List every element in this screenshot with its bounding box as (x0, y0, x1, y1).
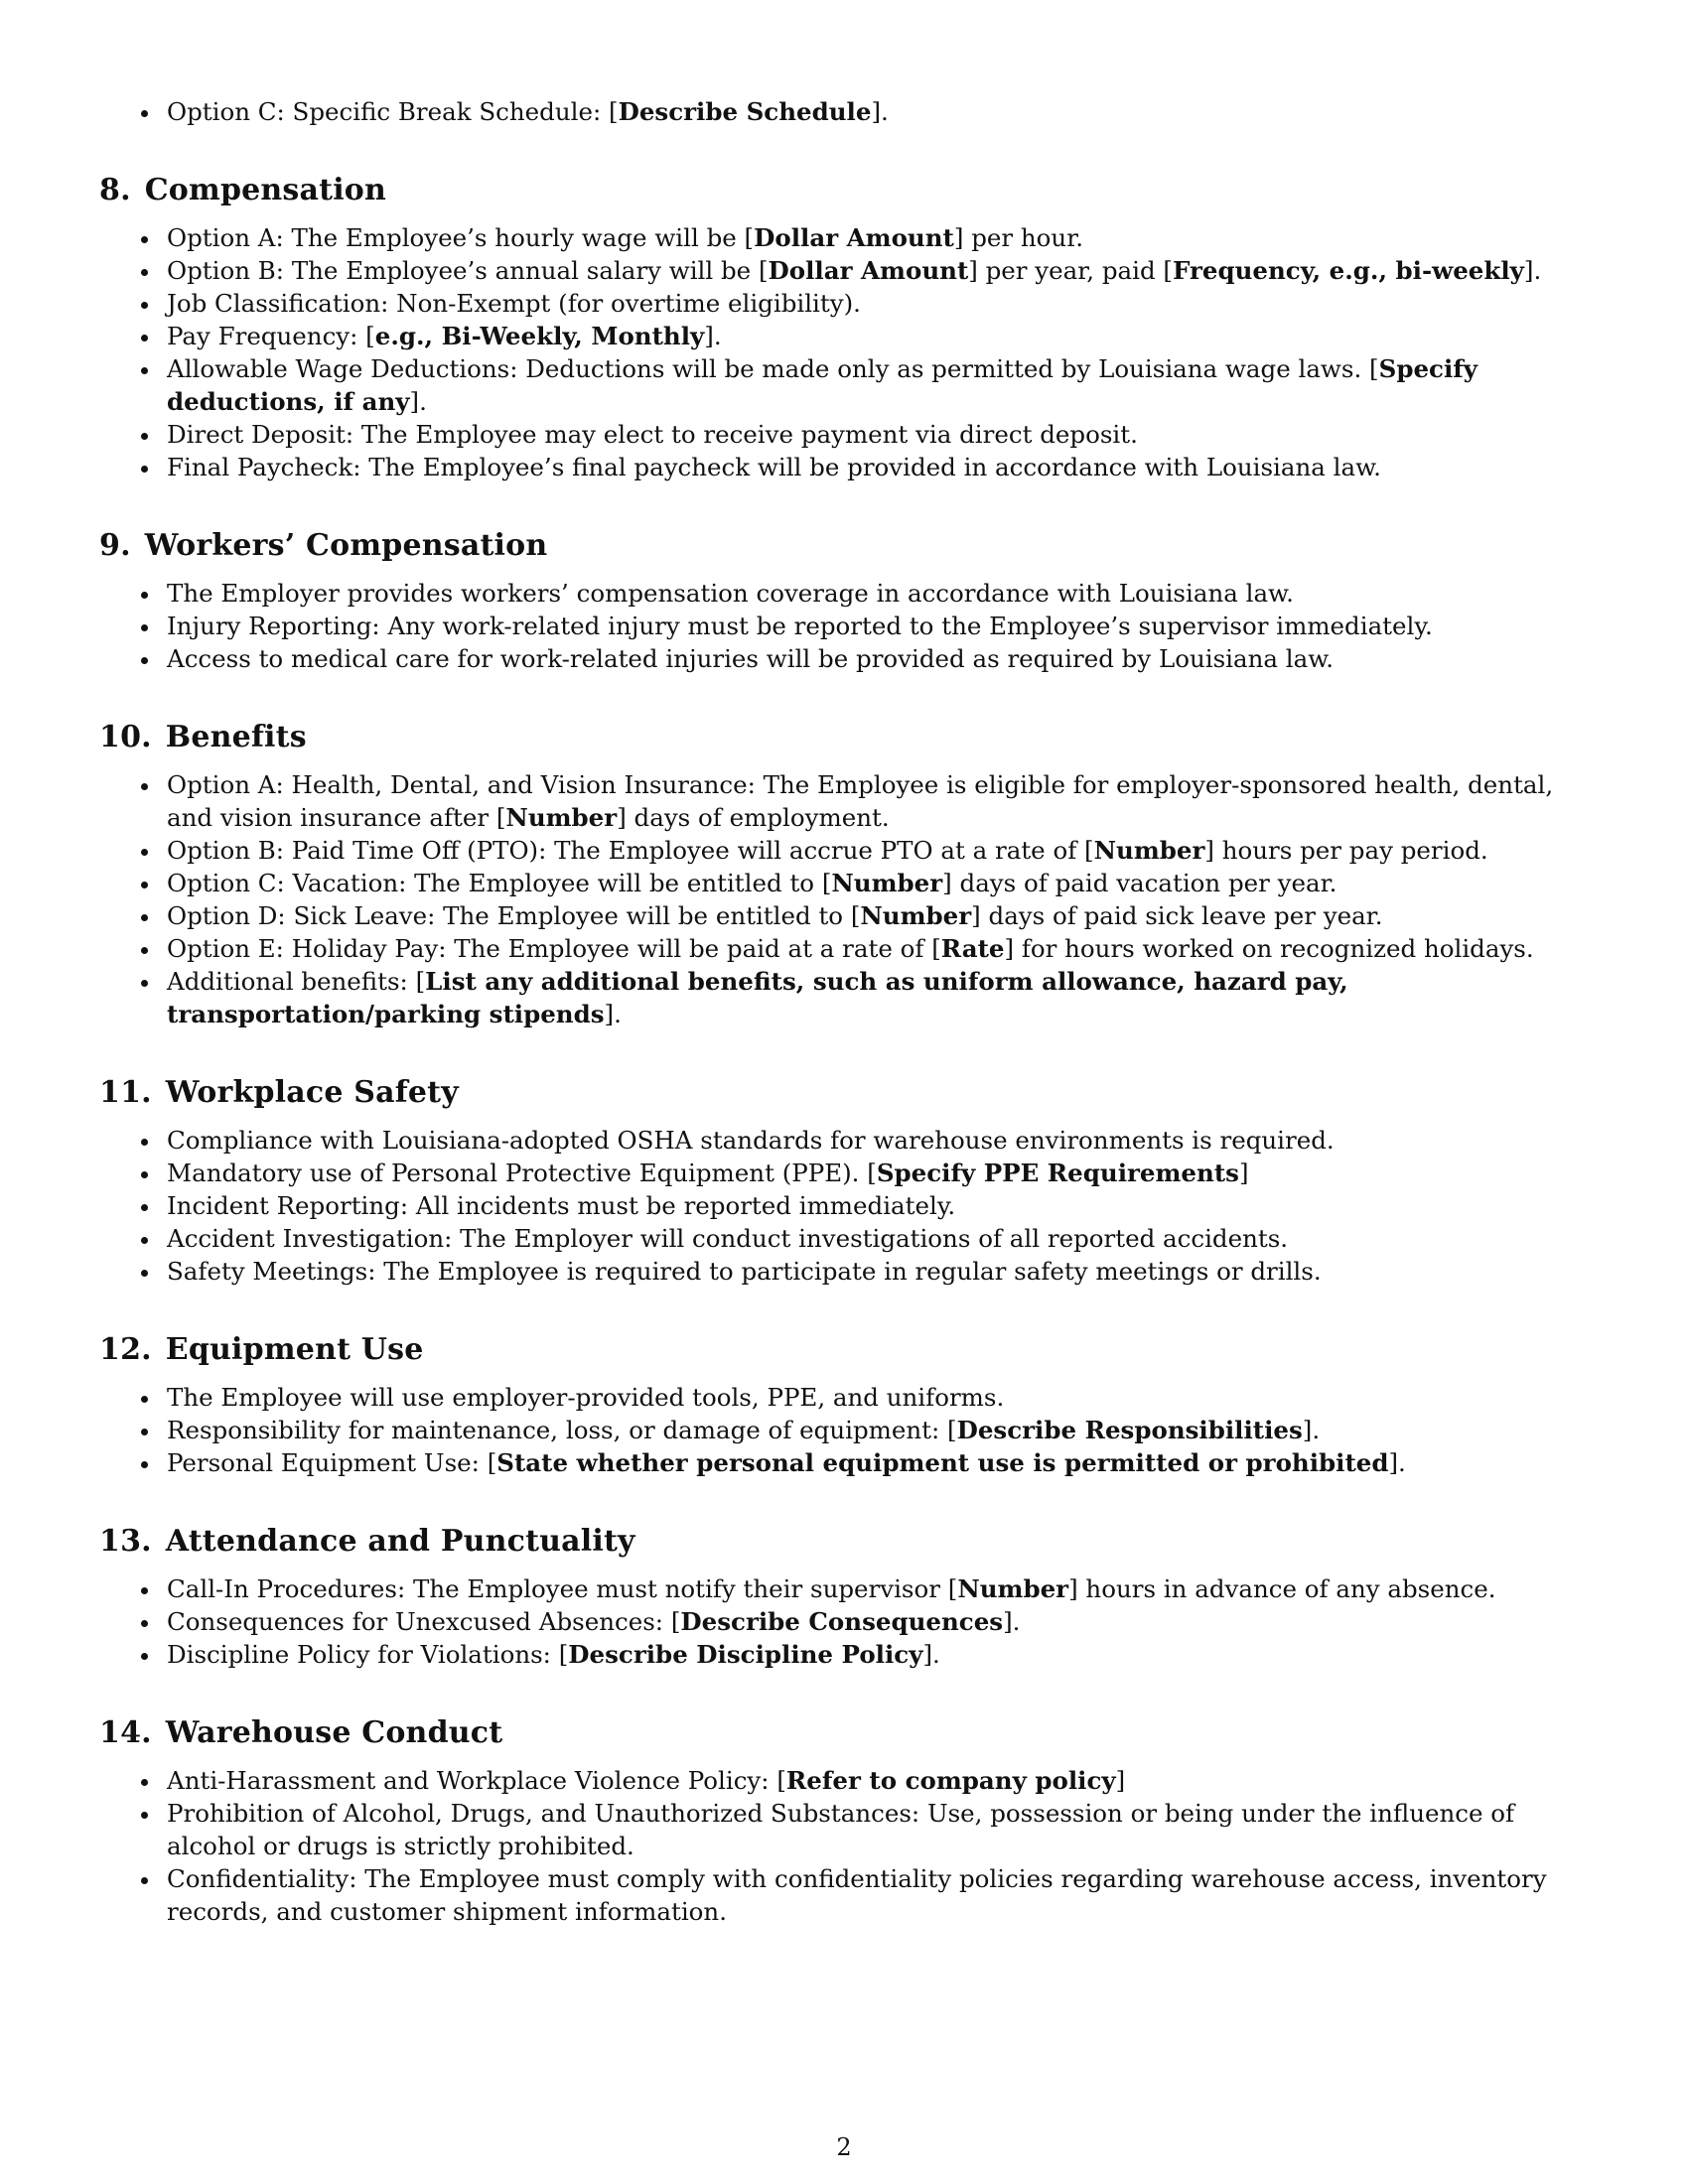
bullet-list (99, 1124, 1589, 1288)
item-text: Accident Investigation: The Employer will conduct investigations of all reported accidents. (167, 1224, 1289, 1253)
item-text: Incident Reporting: All incidents must be reported immediately. (167, 1191, 956, 1220)
list-item (99, 1255, 1589, 1288)
item-text: Call-In Procedures: The Employee must notify their supervisor [ (167, 1574, 958, 1603)
item-text: Option C: Vacation: The Employee will be entitled to [ (167, 869, 832, 897)
list-item (99, 768, 1589, 834)
placeholder-bold: Specify deductions, if any (167, 354, 1478, 416)
list-item (99, 1157, 1589, 1189)
item-text: Option A: The Employee’s hourly wage will be [ (167, 223, 755, 252)
item-text: Discipline Policy for Violations: [ (167, 1640, 569, 1669)
section-9 (99, 527, 1589, 675)
section-title: Benefits (165, 720, 307, 754)
list-item (99, 320, 1589, 352)
list-item (99, 1381, 1589, 1414)
item-text: ]. (604, 1000, 622, 1028)
item-text: Access to medical care for work-related injuries will be provided as required by Louisiana law. (167, 644, 1335, 673)
section-number: 13. (99, 1524, 152, 1559)
list-item (99, 1414, 1589, 1446)
list-item (99, 418, 1589, 451)
section-heading (99, 527, 1589, 565)
bullet-list (99, 221, 1589, 483)
document-page (99, 95, 1589, 1928)
placeholder-bold: State whether personal equipment use is permitted or prohibited (496, 1448, 1389, 1477)
item-text: Allowable Wage Deductions: Deductions will be made only as permitted by Louisiana wage laws. [ (167, 354, 1379, 383)
item-text: ]. (1523, 256, 1542, 285)
bullet-list (99, 1381, 1589, 1479)
item-text: ] for hours worked on recognized holidays. (1004, 934, 1534, 963)
list-item (99, 352, 1589, 418)
list-item (99, 1189, 1589, 1222)
section-number: 12. (99, 1332, 152, 1367)
item-text: ] per year, paid [ (968, 256, 1173, 285)
item-text: Final Paycheck: The Employee’s final paycheck will be provided in accordance with Louisiana law. (167, 453, 1381, 481)
list-item (99, 1446, 1589, 1479)
placeholder-bold: Specify PPE Requirements (876, 1159, 1239, 1187)
item-text: Prohibition of Alcohol, Drugs, and Unauthorized Substances: Use, possession or being under the influence of alcohol or drugs is strictly prohibited. (167, 1799, 1515, 1860)
section-heading (99, 172, 1589, 209)
item-text: Direct Deposit: The Employee may elect to receive payment via direct deposit. (167, 420, 1138, 449)
placeholder-bold: Number (860, 901, 972, 930)
section-10 (99, 719, 1589, 1030)
section-title: Workplace Safety (165, 1075, 459, 1110)
item-text: Personal Equipment Use: [ (167, 1448, 497, 1477)
list-item (99, 965, 1589, 1030)
bullet-list (99, 1572, 1589, 1671)
placeholder-bold: Number (831, 869, 943, 897)
bullet-list (99, 768, 1589, 1030)
item-text: Option E: Holiday Pay: The Employee will be paid at a rate of [ (167, 934, 941, 963)
item-text: The Employer provides workers’ compensation coverage in accordance with Louisiana law. (167, 579, 1294, 608)
list-item (99, 642, 1589, 675)
item-text: ] (1238, 1159, 1249, 1187)
list-item (99, 899, 1589, 932)
section-heading (99, 1523, 1589, 1561)
placeholder-bold: e.g., Bi-Weekly, Monthly (374, 322, 705, 350)
item-text: Additional benefits: [ (167, 967, 426, 996)
list-item (99, 834, 1589, 867)
section-heading (99, 1074, 1589, 1112)
placeholder-bold: Dollar Amount (768, 256, 969, 285)
list-item (99, 1638, 1589, 1671)
item-text: Injury Reporting: Any work-related injury must be reported to the Employee’s supervisor immediately. (167, 612, 1433, 640)
section-number: 10. (99, 720, 152, 754)
list-item (99, 1605, 1589, 1638)
section-title: Equipment Use (165, 1332, 424, 1367)
item-text: ] hours in advance of any absence. (1068, 1574, 1496, 1603)
placeholder-bold: Number (505, 803, 618, 832)
item-text: Pay Frequency: [ (167, 322, 375, 350)
list-item (99, 1222, 1589, 1255)
list-item (99, 867, 1589, 899)
list-item (99, 1862, 1589, 1928)
item-text: ]. (1003, 1607, 1021, 1636)
list-item (99, 451, 1589, 483)
placeholder-bold: Rate (940, 934, 1005, 963)
placeholder-bold: Describe Responsibilities (956, 1416, 1303, 1444)
list-item (99, 1124, 1589, 1157)
list-item (99, 577, 1589, 610)
item-text: The Employee will use employer-provided tools, PPE, and uniforms. (167, 1383, 1005, 1412)
section-number: 14. (99, 1715, 152, 1750)
placeholder-bold: Dollar Amount (754, 223, 954, 252)
item-text: ] per hour. (953, 223, 1084, 252)
placeholder-bold: Frequency, e.g., bi-weekly (1173, 256, 1524, 285)
list-item (99, 221, 1589, 254)
placeholder-bold: Describe Discipline Policy (568, 1640, 923, 1669)
placeholder-bold: Number (957, 1574, 1069, 1603)
list-item (99, 254, 1589, 287)
item-text: ]. (1302, 1416, 1321, 1444)
section-title: Workers’ Compensation (144, 528, 548, 563)
list-item (99, 932, 1589, 965)
list-item (99, 610, 1589, 642)
sections-container (99, 172, 1589, 1928)
section-number: 9. (99, 528, 131, 563)
list-item (99, 1572, 1589, 1605)
section-number: 8. (99, 173, 131, 207)
placeholder-bold: Describe Consequences (680, 1607, 1004, 1636)
list-item (99, 1797, 1589, 1862)
section-title: Attendance and Punctuality (165, 1524, 635, 1559)
item-text: Responsibility for maintenance, loss, or damage of equipment: [ (167, 1416, 957, 1444)
bullet-list (99, 1764, 1589, 1928)
section-heading (99, 1331, 1589, 1369)
section-8 (99, 172, 1589, 483)
bullet-list (99, 577, 1589, 675)
item-text: Job Classification: Non-Exempt (for overtime eligibility). (167, 289, 861, 318)
section-title: Warehouse Conduct (165, 1715, 503, 1750)
placeholder-bold: Refer to company policy (785, 1766, 1116, 1795)
item-text: Anti-Harassment and Workplace Violence Policy: [ (167, 1766, 786, 1795)
item-text: ] days of paid vacation per year. (942, 869, 1337, 897)
lead-list (99, 95, 1589, 128)
section-heading (99, 1714, 1589, 1752)
list-item (99, 1764, 1589, 1797)
section-11 (99, 1074, 1589, 1288)
item-text: ] days of employment. (617, 803, 890, 832)
item-text: Option B: The Employee’s annual salary will be [ (167, 256, 769, 285)
item-text: Confidentiality: The Employee must comply with confidentiality policies regarding warehouse access, inventory records, and customer shipment information. (167, 1864, 1547, 1926)
list-item (99, 287, 1589, 320)
section-12 (99, 1331, 1589, 1479)
item-text: ]. (409, 387, 427, 416)
item-text: Option C: Specific Break Schedule: [ (167, 97, 619, 126)
item-text: Mandatory use of Personal Protective Equipment (PPE). [ (167, 1159, 877, 1187)
section-title: Compensation (144, 173, 387, 207)
list-item (99, 95, 1589, 128)
item-text: ]. (922, 1640, 940, 1669)
page-number: 2 (836, 2133, 852, 2161)
item-text: Option B: Paid Time Off (PTO): The Employee will accrue PTO at a rate of [ (167, 836, 1094, 865)
item-text: ] (1115, 1766, 1126, 1795)
placeholder-bold: Describe Schedule (618, 97, 872, 126)
item-text: ] days of paid sick leave per year. (971, 901, 1383, 930)
item-text: Consequences for Unexcused Absences: [ (167, 1607, 681, 1636)
item-text: Option D: Sick Leave: The Employee will be entitled to [ (167, 901, 861, 930)
item-text: ]. (704, 322, 722, 350)
item-text: ] hours per pay period. (1204, 836, 1488, 865)
item-text: Compliance with Louisiana-adopted OSHA standards for warehouse environments is required. (167, 1126, 1335, 1155)
placeholder-bold: Number (1093, 836, 1205, 865)
section-14 (99, 1714, 1589, 1928)
section-heading (99, 719, 1589, 756)
section-number: 11. (99, 1075, 152, 1110)
item-text: ]. (1388, 1448, 1406, 1477)
item-text: Safety Meetings: The Employee is required to participate in regular safety meetings or drills. (167, 1257, 1322, 1286)
item-text: Option A: Health, Dental, and Vision Insurance: The Employee is eligible for employer-sponsored health, dental, and vision insurance after [ (167, 770, 1554, 832)
section-13 (99, 1523, 1589, 1671)
item-text: ]. (871, 97, 889, 126)
placeholder-bold: List any additional benefits, such as uniform allowance, hazard pay, transportation/parking stipends (167, 967, 1348, 1028)
